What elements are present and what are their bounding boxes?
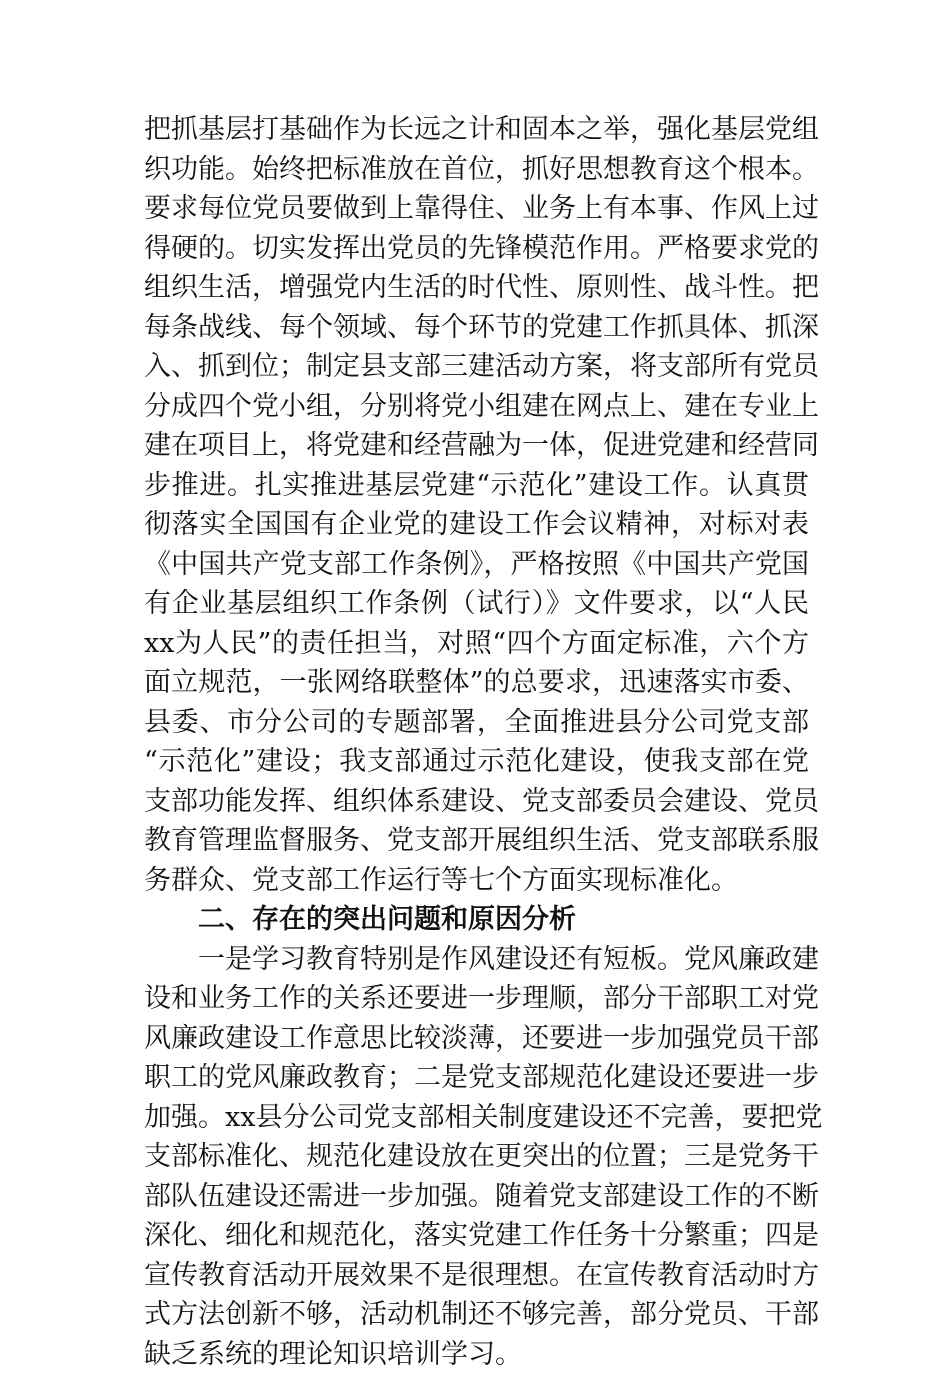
paragraph-line: 面立规范，一张网络联整体”的总要求，迅速落实市委、 — [144, 663, 809, 703]
paragraph-problems — [144, 940, 809, 1374]
paragraph-line: 织功能。始终把标准放在首位，抓好思想教育这个根本。 — [144, 150, 809, 190]
paragraph-line: 建在项目上，将党建和经营融为一体，促进党建和经营同 — [144, 426, 809, 466]
document-body — [144, 110, 809, 1374]
paragraph-line: 务群众、党支部工作运行等七个方面实现标准化。 — [144, 861, 809, 901]
paragraph-line: 有企业基层组织工作条例（试行）》文件要求，以“人民 — [144, 584, 809, 624]
paragraph-line: 彻落实全国国有企业党的建设工作会议精神，对标对表 — [144, 505, 809, 545]
paragraph-line: 加强。xx县分公司党支部相关制度建设还不完善，要把党 — [144, 1098, 809, 1138]
paragraph-line: 县委、市分公司的专题部署，全面推进县分公司党支部 — [144, 703, 809, 743]
paragraph-line: 分成四个党小组，分别将党小组建在网点上、建在专业上 — [144, 387, 809, 427]
paragraph-line: 组织生活，增强党内生活的时代性、原则性、战斗性。把 — [144, 268, 809, 308]
paragraph-party-building — [144, 110, 809, 900]
paragraph-line: 式方法创新不够，活动机制还不够完善，部分党员、干部 — [144, 1295, 809, 1335]
paragraph-line: 部队伍建设还需进一步加强。随着党支部建设工作的不断 — [144, 1177, 809, 1217]
paragraph-line: 缺乏系统的理论知识培训学习。 — [144, 1335, 809, 1374]
paragraph-line: 深化、细化和规范化，落实党建工作任务十分繁重；四是 — [144, 1216, 809, 1256]
section-heading: 二、存在的突出问题和原因分析 — [144, 900, 809, 940]
paragraph-line: 步推进。扎实推进基层党建“示范化”建设工作。认真贯 — [144, 466, 809, 506]
paragraph-line: 设和业务工作的关系还要进一步理顺，部分干部职工对党 — [144, 979, 809, 1019]
paragraph-line: “示范化”建设；我支部通过示范化建设，使我支部在党 — [144, 742, 809, 782]
paragraph-line: 职工的党风廉政教育；二是党支部规范化建设还要进一步 — [144, 1058, 809, 1098]
paragraph-line: 《中国共产党支部工作条例》，严格按照《中国共产党国 — [144, 545, 809, 585]
paragraph-line: 一是学习教育特别是作风建设还有短板。党风廉政建 — [144, 940, 809, 980]
paragraph-line: 每条战线、每个领域、每个环节的党建工作抓具体、抓深 — [144, 308, 809, 348]
paragraph-line: 入、抓到位；制定县支部三建活动方案，将支部所有党员 — [144, 347, 809, 387]
paragraph-line: 宣传教育活动开展效果不是很理想。在宣传教育活动时方 — [144, 1256, 809, 1296]
paragraph-line: 支部标准化、规范化建设放在更突出的位置；三是党务干 — [144, 1137, 809, 1177]
paragraph-line: 教育管理监督服务、党支部开展组织生活、党支部联系服 — [144, 821, 809, 861]
paragraph-line: 把抓基层打基础作为长远之计和固本之举，强化基层党组 — [144, 110, 809, 150]
paragraph-line: 得硬的。切实发挥出党员的先锋模范作用。严格要求党的 — [144, 229, 809, 269]
paragraph-line: xx为人民”的责任担当，对照“四个方面定标准，六个方 — [144, 624, 809, 664]
paragraph-line: 支部功能发挥、组织体系建设、党支部委员会建设、党员 — [144, 782, 809, 822]
paragraph-line: 风廉政建设工作意思比较淡薄，还要进一步加强党员干部 — [144, 1019, 809, 1059]
paragraph-line: 要求每位党员要做到上靠得住、业务上有本事、作风上过 — [144, 189, 809, 229]
